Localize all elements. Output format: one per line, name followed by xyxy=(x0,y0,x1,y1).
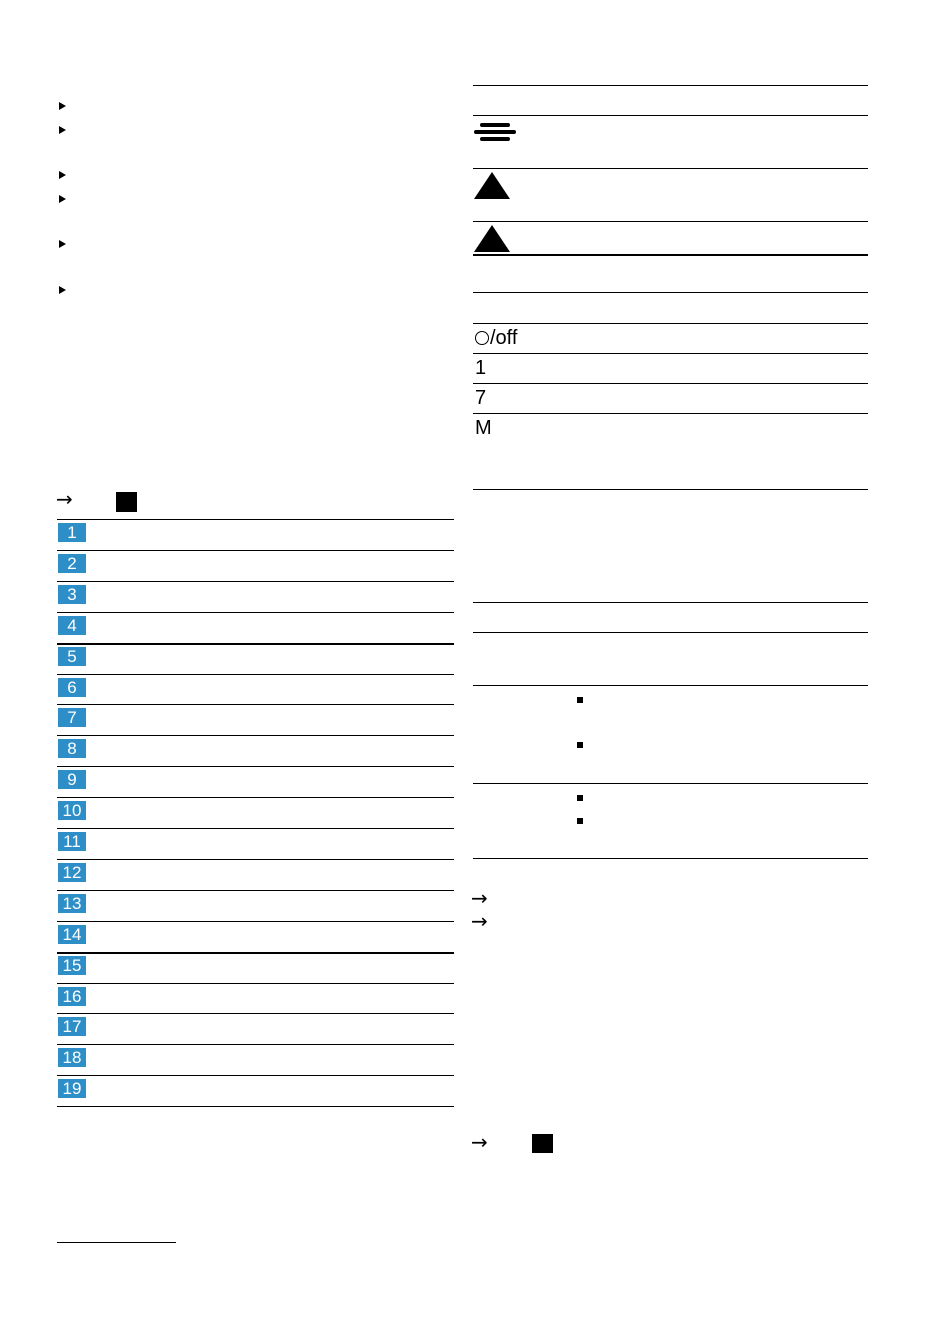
table-rule xyxy=(57,674,454,675)
table-rule xyxy=(473,254,868,256)
part-number-badge: 2 xyxy=(58,554,86,573)
triangle-bullet-icon xyxy=(59,102,66,110)
square-bullet-icon xyxy=(577,818,583,824)
figure-reference-box xyxy=(116,492,137,512)
table-rule xyxy=(473,783,868,784)
square-bullet-icon xyxy=(577,742,583,748)
table-rule xyxy=(57,921,454,922)
part-number-badge: 12 xyxy=(58,863,86,882)
table-rule xyxy=(57,890,454,891)
table-rule xyxy=(57,828,454,829)
table-rule xyxy=(473,323,868,324)
part-number-badge: 18 xyxy=(58,1048,86,1067)
arrow-right-icon: → xyxy=(471,886,488,910)
table-rule xyxy=(57,550,454,551)
table-rule xyxy=(57,859,454,860)
table-rule xyxy=(57,983,454,984)
table-rule xyxy=(57,1106,454,1107)
table-rule xyxy=(57,766,454,767)
figure-reference-box xyxy=(532,1134,553,1153)
table-rule xyxy=(473,858,868,859)
part-number-badge: 8 xyxy=(58,739,86,758)
table-rule xyxy=(57,519,454,520)
table-rule xyxy=(57,581,454,582)
table-rule xyxy=(473,632,868,633)
part-number-badge: 3 xyxy=(58,585,86,604)
part-number-badge: 11 xyxy=(58,832,86,851)
part-number-badge: 9 xyxy=(58,770,86,789)
table-rule xyxy=(57,704,454,705)
part-number-badge: 15 xyxy=(58,956,86,975)
table-rule xyxy=(473,292,868,293)
arrow-right-icon: → xyxy=(471,909,488,933)
part-number-badge: 16 xyxy=(58,987,86,1006)
part-number-badge: 6 xyxy=(58,678,86,697)
table-rule xyxy=(473,413,868,414)
part-number-badge: 5 xyxy=(58,647,86,666)
table-rule xyxy=(473,115,868,116)
square-bullet-icon xyxy=(577,795,583,801)
circle-off-icon xyxy=(475,331,489,345)
part-number-badge: 1 xyxy=(58,523,86,542)
warning-triangle-icon xyxy=(474,172,510,199)
arrow-right-icon: → xyxy=(56,487,73,511)
steam-lines-icon xyxy=(474,122,516,144)
table-rule xyxy=(57,1075,454,1076)
triangle-bullet-icon xyxy=(59,240,66,248)
table-rule xyxy=(473,353,868,354)
setting-off: /off xyxy=(475,327,517,349)
part-number-badge: 10 xyxy=(58,801,86,820)
table-rule xyxy=(57,1044,454,1045)
triangle-bullet-icon xyxy=(59,286,66,294)
triangle-bullet-icon xyxy=(59,195,66,203)
part-number-badge: 13 xyxy=(58,894,86,913)
part-number-badge: 19 xyxy=(58,1079,86,1098)
table-rule xyxy=(57,952,454,954)
table-rule xyxy=(57,612,454,613)
table-rule xyxy=(473,489,868,490)
part-number-badge: 4 xyxy=(58,616,86,635)
table-rule xyxy=(473,602,868,603)
table-rule xyxy=(57,1013,454,1014)
part-number-badge: 17 xyxy=(58,1017,86,1036)
table-rule xyxy=(473,85,868,86)
part-number-badge: 7 xyxy=(58,708,86,727)
square-bullet-icon xyxy=(577,697,583,703)
table-rule xyxy=(473,168,868,169)
table-rule xyxy=(473,383,868,384)
table-rule xyxy=(57,797,454,798)
setting-7: 7 xyxy=(475,387,487,409)
arrow-right-icon: → xyxy=(471,1130,488,1154)
table-rule xyxy=(57,735,454,736)
setting-1: 1 xyxy=(475,357,487,379)
setting-m: M xyxy=(475,417,492,439)
table-rule xyxy=(473,221,868,222)
triangle-bullet-icon xyxy=(59,171,66,179)
warning-triangle-icon xyxy=(474,225,510,252)
triangle-bullet-icon xyxy=(59,126,66,134)
part-number-badge: 14 xyxy=(58,925,86,944)
footnote-rule xyxy=(57,1242,176,1243)
table-rule xyxy=(473,685,868,686)
table-rule xyxy=(57,643,454,645)
